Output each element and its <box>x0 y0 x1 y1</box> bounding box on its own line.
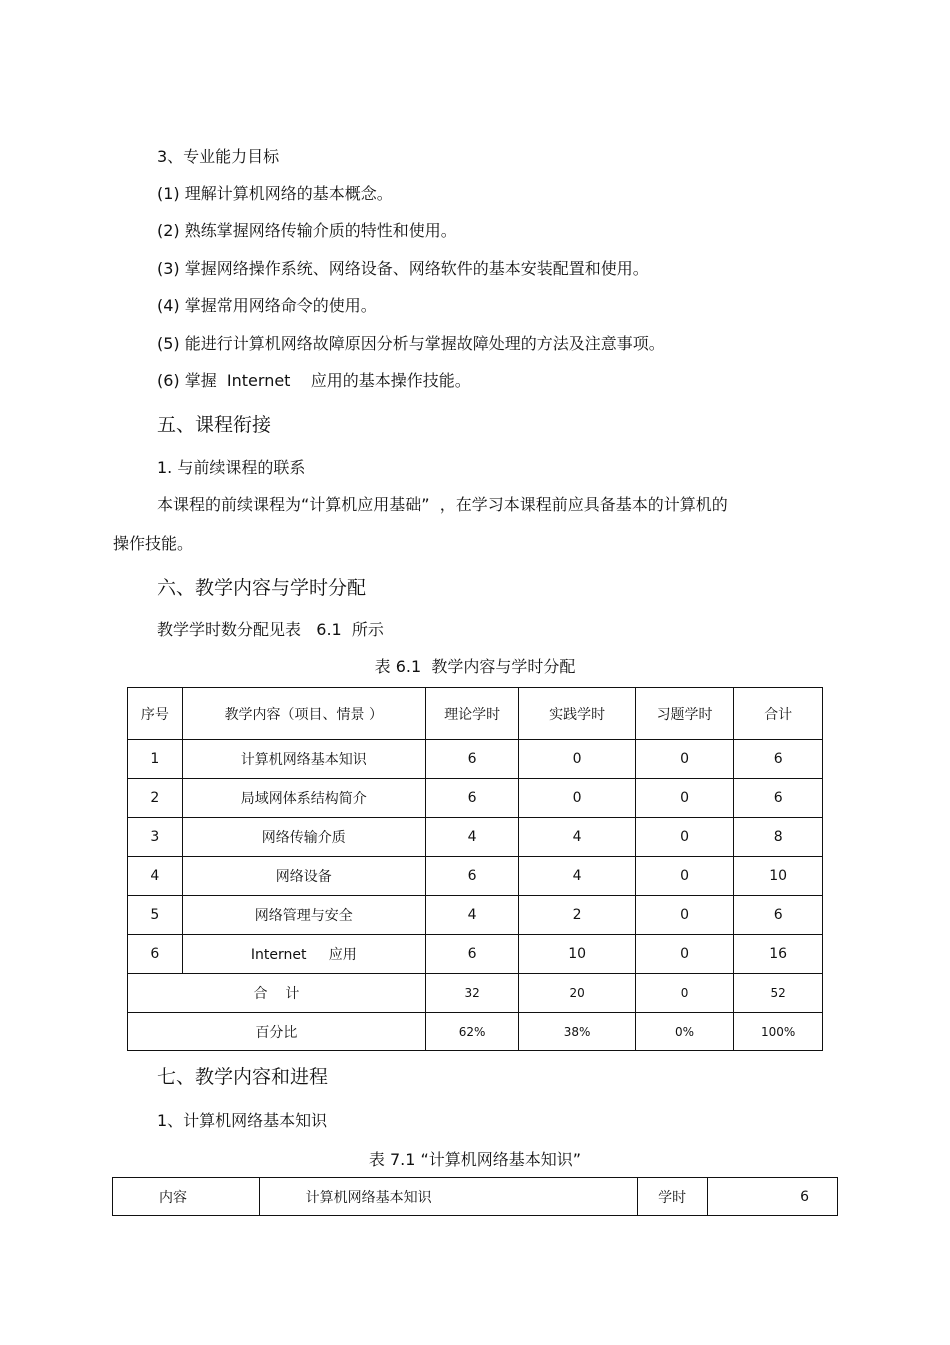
percent-label: 百分比 <box>128 1013 426 1051</box>
total-label: 合 计 <box>128 974 426 1013</box>
hours-value-cell: 6 <box>707 1178 837 1216</box>
ability-item-6: (6) 掌握 Internet 应用的基本操作技能。 <box>157 371 471 390</box>
section6-heading: 六、教学内容与学时分配 <box>157 577 367 599</box>
percent-cell: 38% <box>519 1013 635 1051</box>
table-cell: 2 <box>519 896 635 935</box>
section5-subheading: 1. 与前续课程的联系 <box>157 458 306 477</box>
table-cell: 0 <box>635 857 733 896</box>
header-cell: 教学内容（项目、情景 ） <box>182 688 425 740</box>
table-cell: 6 <box>128 935 183 974</box>
table-cell: 0 <box>519 779 635 818</box>
table-total-row <box>128 974 823 1013</box>
table-cell: 0 <box>635 818 733 857</box>
ability-item-4: (4) 掌握常用网络命令的使用。 <box>157 296 377 315</box>
total-cell: 52 <box>734 974 823 1013</box>
total-cell: 0 <box>635 974 733 1013</box>
table-cell: 8 <box>734 818 823 857</box>
table-cell: 10 <box>734 857 823 896</box>
table-cell: 6 <box>734 740 823 779</box>
header-cell: 实践学时 <box>519 688 635 740</box>
section7-subheading: 1、计算机网络基本知识 <box>157 1111 328 1130</box>
table-row <box>113 1178 838 1216</box>
ability-item-2: (2) 熟练掌握网络传输介质的特性和使用。 <box>157 221 457 240</box>
hours-label-cell: 学时 <box>637 1178 707 1216</box>
table-cell: 网络传输介质 <box>182 818 425 857</box>
table-cell: 6 <box>734 779 823 818</box>
table-cell: 局域网体系结构简介 <box>182 779 425 818</box>
table-cell: Internet 应用 <box>182 935 425 974</box>
table-cell: 6 <box>734 896 823 935</box>
table-cell: 6 <box>425 779 519 818</box>
table-cell: 10 <box>519 935 635 974</box>
table-cell: 网络设备 <box>182 857 425 896</box>
table-header-row <box>128 688 823 740</box>
percent-cell: 100% <box>734 1013 823 1051</box>
table-percent-row <box>128 1013 823 1051</box>
table-row <box>128 740 823 779</box>
table-6-1-caption: 表 6.1 教学内容与学时分配 <box>374 657 576 676</box>
table-cell: 0 <box>635 740 733 779</box>
table-cell: 4 <box>425 818 519 857</box>
table-cell: 2 <box>128 779 183 818</box>
content-value-cell: 计算机网络基本知识 <box>259 1178 637 1216</box>
header-cell: 合计 <box>734 688 823 740</box>
table-cell: 4 <box>425 896 519 935</box>
table-cell: 4 <box>128 857 183 896</box>
table-cell: 6 <box>425 740 519 779</box>
table-cell: 计算机网络基本知识 <box>182 740 425 779</box>
table-cell: 6 <box>425 857 519 896</box>
header-cell: 习题学时 <box>635 688 733 740</box>
content-label-cell: 内容 <box>113 1178 260 1216</box>
table-cell: 3 <box>128 818 183 857</box>
table-cell: 4 <box>519 857 635 896</box>
total-cell: 32 <box>425 974 519 1013</box>
table-cell: 6 <box>425 935 519 974</box>
table-row <box>128 896 823 935</box>
table-row <box>128 857 823 896</box>
table-cell: 16 <box>734 935 823 974</box>
table-cell: 0 <box>635 935 733 974</box>
table-cell: 网络管理与安全 <box>182 896 425 935</box>
table-cell: 5 <box>128 896 183 935</box>
header-cell: 理论学时 <box>425 688 519 740</box>
table-cell: 4 <box>519 818 635 857</box>
ability-item-1: (1) 理解计算机网络的基本概念。 <box>157 184 393 203</box>
table-7-1-caption: 表 7.1 “计算机网络基本知识” <box>368 1150 582 1169</box>
section5-paragraph-line-2: 操作技能。 <box>113 534 194 553</box>
table-row <box>128 935 823 974</box>
table-cell: 0 <box>635 779 733 818</box>
total-cell: 20 <box>519 974 635 1013</box>
hours-allocation-table <box>127 687 823 1051</box>
percent-cell: 62% <box>425 1013 519 1051</box>
section5-heading: 五、课程衔接 <box>157 414 272 436</box>
section7-heading: 七、教学内容和进程 <box>157 1066 329 1088</box>
ability-item-3: (3) 掌握网络操作系统、网络设备、网络软件的基本安装配置和使用。 <box>157 259 649 278</box>
table-row <box>128 779 823 818</box>
table-cell: 0 <box>519 740 635 779</box>
table-row <box>128 818 823 857</box>
header-cell: 序号 <box>128 688 183 740</box>
table-cell: 0 <box>635 896 733 935</box>
ability-item-5: (5) 能进行计算机网络故障原因分析与掌握故障处理的方法及注意事项。 <box>157 334 665 353</box>
table-cell: 1 <box>128 740 183 779</box>
section6-intro: 教学学时数分配见表 6.1 所示 <box>157 620 384 639</box>
percent-cell: 0% <box>635 1013 733 1051</box>
section5-paragraph-line-1: 本课程的前续课程为“计算机应用基础” ，在学习本课程前应具备基本的计算机的 <box>157 495 728 514</box>
section3-heading: 3、专业能力目标 <box>157 147 280 166</box>
course-content-table <box>112 1177 838 1216</box>
